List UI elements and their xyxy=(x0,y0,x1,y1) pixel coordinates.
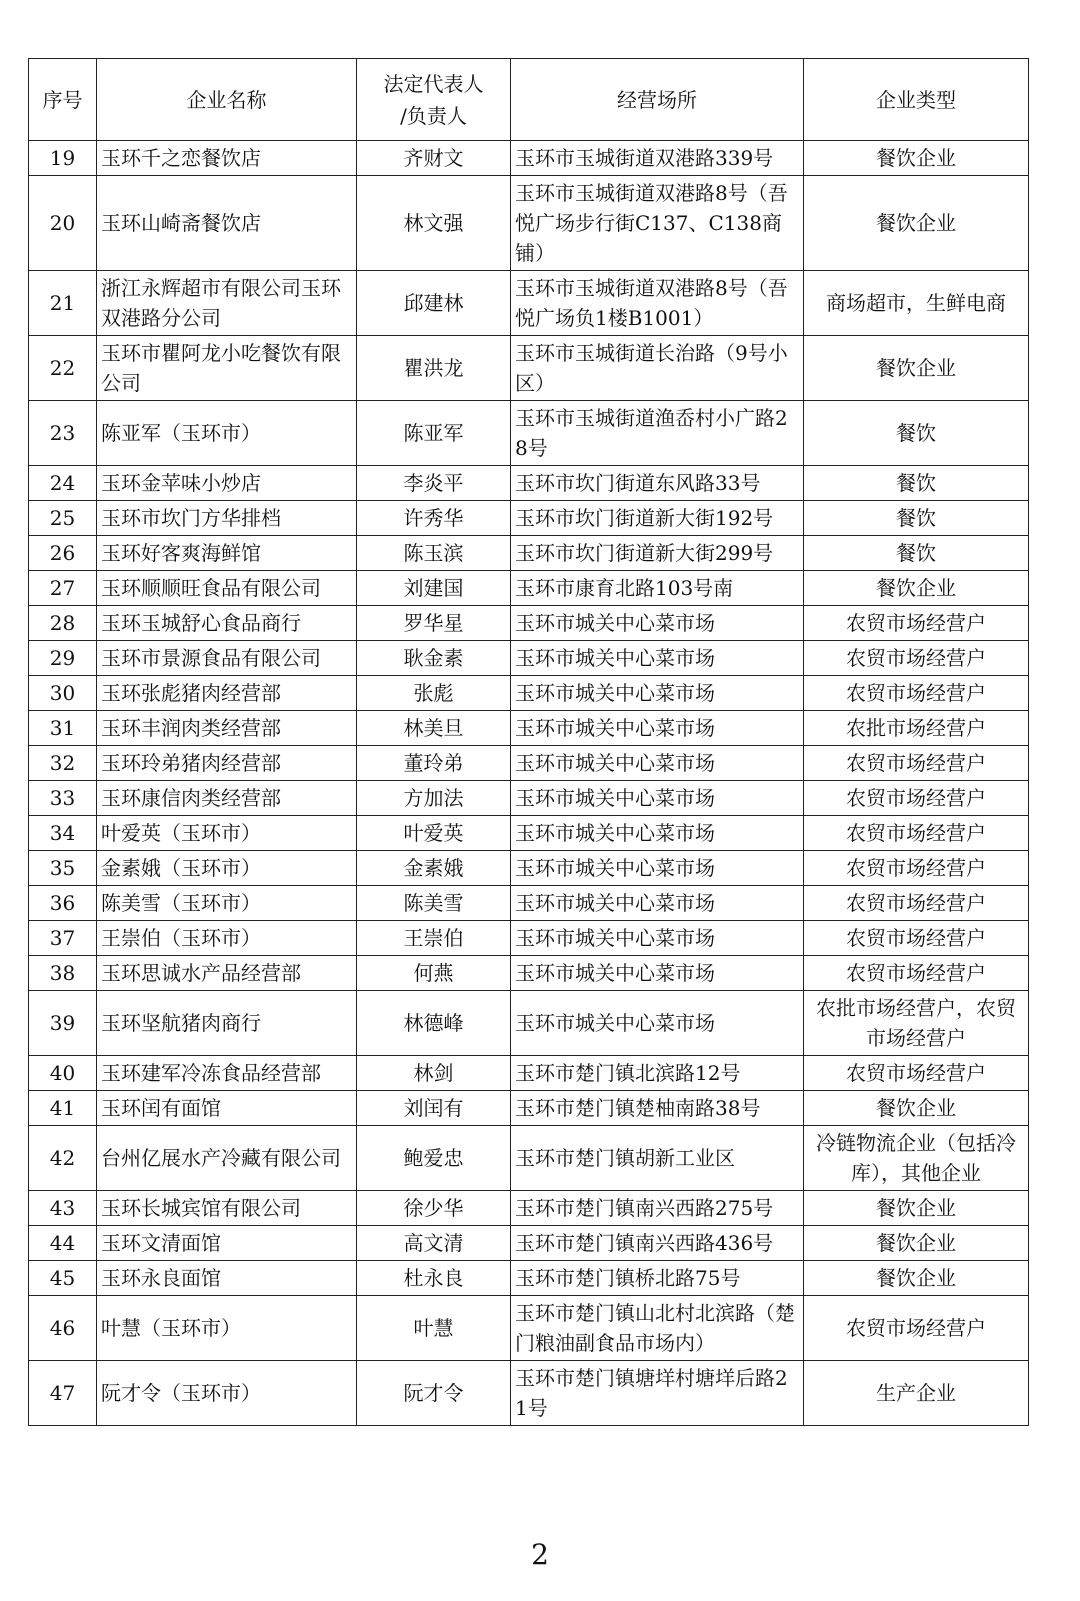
enterprise-table xyxy=(28,58,1029,1426)
row-index: 26 xyxy=(29,536,97,571)
row-index: 21 xyxy=(29,271,97,336)
company-name: 玉环好客爽海鲜馆 xyxy=(97,536,357,571)
company-name: 玉环金苹味小炒店 xyxy=(97,466,357,501)
table-row xyxy=(29,536,1029,571)
enterprise-type: 农贸市场经营户 xyxy=(804,921,1029,956)
enterprise-type: 农批市场经营户，农贸市场经营户 xyxy=(804,991,1029,1056)
legal-representative: 王崇伯 xyxy=(357,921,511,956)
legal-representative: 鲍爱忠 xyxy=(357,1126,511,1191)
enterprise-type: 农贸市场经营户 xyxy=(804,886,1029,921)
business-address: 玉环市楚门镇南兴西路436号 xyxy=(511,1226,804,1261)
table-row xyxy=(29,271,1029,336)
header-index: 序号 xyxy=(29,59,97,141)
enterprise-type: 餐饮企业 xyxy=(804,336,1029,401)
business-address: 玉环市城关中心菜市场 xyxy=(511,641,804,676)
table-row xyxy=(29,176,1029,271)
table-header xyxy=(29,59,1029,141)
row-index: 32 xyxy=(29,746,97,781)
company-name: 陈美雪（玉环市） xyxy=(97,886,357,921)
business-address: 玉环市楚门镇塘垟村塘垟后路21号 xyxy=(511,1361,804,1426)
table-row xyxy=(29,1361,1029,1426)
company-name: 浙江永辉超市有限公司玉环双港路分公司 xyxy=(97,271,357,336)
legal-representative: 刘建国 xyxy=(357,571,511,606)
legal-representative: 陈美雪 xyxy=(357,886,511,921)
row-index: 46 xyxy=(29,1296,97,1361)
table-row xyxy=(29,1091,1029,1126)
enterprise-type: 餐饮 xyxy=(804,501,1029,536)
enterprise-type: 农批市场经营户 xyxy=(804,711,1029,746)
business-address: 玉环市城关中心菜市场 xyxy=(511,991,804,1056)
table-row xyxy=(29,401,1029,466)
legal-representative: 刘闰有 xyxy=(357,1091,511,1126)
table-row xyxy=(29,1191,1029,1226)
company-name: 叶慧（玉环市） xyxy=(97,1296,357,1361)
company-name: 玉环建军冷冻食品经营部 xyxy=(97,1056,357,1091)
table-row xyxy=(29,501,1029,536)
page-number: 2 xyxy=(531,1538,549,1571)
company-name: 玉环文清面馆 xyxy=(97,1226,357,1261)
enterprise-type: 生产企业 xyxy=(804,1361,1029,1426)
enterprise-type: 餐饮 xyxy=(804,536,1029,571)
table-row xyxy=(29,676,1029,711)
business-address: 玉环市城关中心菜市场 xyxy=(511,921,804,956)
business-address: 玉环市坎门街道新大街192号 xyxy=(511,501,804,536)
legal-representative: 邱建林 xyxy=(357,271,511,336)
table-row xyxy=(29,1126,1029,1191)
legal-representative: 杜永良 xyxy=(357,1261,511,1296)
row-index: 37 xyxy=(29,921,97,956)
enterprise-type: 餐饮企业 xyxy=(804,1191,1029,1226)
legal-representative: 何燕 xyxy=(357,956,511,991)
row-index: 45 xyxy=(29,1261,97,1296)
row-index: 19 xyxy=(29,141,97,176)
enterprise-type: 农贸市场经营户 xyxy=(804,1056,1029,1091)
row-index: 43 xyxy=(29,1191,97,1226)
business-address: 玉环市城关中心菜市场 xyxy=(511,816,804,851)
legal-representative: 董玲弟 xyxy=(357,746,511,781)
table-row xyxy=(29,711,1029,746)
table-row xyxy=(29,886,1029,921)
company-name: 玉环坚航猪肉商行 xyxy=(97,991,357,1056)
company-name: 王崇伯（玉环市） xyxy=(97,921,357,956)
enterprise-type: 农贸市场经营户 xyxy=(804,781,1029,816)
enterprise-type: 农贸市场经营户 xyxy=(804,956,1029,991)
company-name: 玉环市景源食品有限公司 xyxy=(97,641,357,676)
legal-representative: 金素娥 xyxy=(357,851,511,886)
legal-representative: 徐少华 xyxy=(357,1191,511,1226)
table-row xyxy=(29,336,1029,401)
row-index: 27 xyxy=(29,571,97,606)
business-address: 玉环市城关中心菜市场 xyxy=(511,711,804,746)
company-name: 陈亚军（玉环市） xyxy=(97,401,357,466)
legal-representative: 叶慧 xyxy=(357,1296,511,1361)
company-name: 玉环玲弟猪肉经营部 xyxy=(97,746,357,781)
table-row xyxy=(29,1296,1029,1361)
business-address: 玉环市楚门镇胡新工业区 xyxy=(511,1126,804,1191)
row-index: 40 xyxy=(29,1056,97,1091)
business-address: 玉环市城关中心菜市场 xyxy=(511,606,804,641)
row-index: 25 xyxy=(29,501,97,536)
table-row xyxy=(29,1056,1029,1091)
row-index: 20 xyxy=(29,176,97,271)
legal-representative: 叶爱英 xyxy=(357,816,511,851)
business-address: 玉环市玉城街道双港路339号 xyxy=(511,141,804,176)
row-index: 28 xyxy=(29,606,97,641)
enterprise-type: 农贸市场经营户 xyxy=(804,641,1029,676)
business-address: 玉环市城关中心菜市场 xyxy=(511,886,804,921)
company-name: 玉环张彪猪肉经营部 xyxy=(97,676,357,711)
company-name: 玉环丰润肉类经营部 xyxy=(97,711,357,746)
row-index: 31 xyxy=(29,711,97,746)
header-business-address: 经营场所 xyxy=(511,59,804,141)
legal-representative: 瞿洪龙 xyxy=(357,336,511,401)
row-index: 29 xyxy=(29,641,97,676)
enterprise-type: 商场超市，生鲜电商 xyxy=(804,271,1029,336)
table-row xyxy=(29,991,1029,1056)
enterprise-type: 农贸市场经营户 xyxy=(804,816,1029,851)
business-address: 玉环市楚门镇桥北路75号 xyxy=(511,1261,804,1296)
table-row xyxy=(29,1261,1029,1296)
business-address: 玉环市城关中心菜市场 xyxy=(511,676,804,711)
business-address: 玉环市玉城街道双港路8号（吾悦广场负1楼B1001） xyxy=(511,271,804,336)
table-row xyxy=(29,641,1029,676)
row-index: 39 xyxy=(29,991,97,1056)
enterprise-type: 农贸市场经营户 xyxy=(804,676,1029,711)
business-address: 玉环市城关中心菜市场 xyxy=(511,956,804,991)
row-index: 42 xyxy=(29,1126,97,1191)
enterprise-type: 餐饮 xyxy=(804,466,1029,501)
legal-representative: 阮才令 xyxy=(357,1361,511,1426)
legal-representative: 张彪 xyxy=(357,676,511,711)
enterprise-type: 农贸市场经营户 xyxy=(804,1296,1029,1361)
table-row xyxy=(29,921,1029,956)
business-address: 玉环市玉城街道长治路（9号小区） xyxy=(511,336,804,401)
table-row xyxy=(29,851,1029,886)
enterprise-type: 餐饮企业 xyxy=(804,1226,1029,1261)
enterprise-type: 餐饮企业 xyxy=(804,141,1029,176)
legal-representative: 林德峰 xyxy=(357,991,511,1056)
company-name: 阮才令（玉环市） xyxy=(97,1361,357,1426)
legal-representative: 林美旦 xyxy=(357,711,511,746)
business-address: 玉环市坎门街道东风路33号 xyxy=(511,466,804,501)
business-address: 玉环市楚门镇南兴西路275号 xyxy=(511,1191,804,1226)
row-index: 44 xyxy=(29,1226,97,1261)
company-name: 玉环康信肉类经营部 xyxy=(97,781,357,816)
legal-representative: 耿金素 xyxy=(357,641,511,676)
table-row xyxy=(29,571,1029,606)
business-address: 玉环市城关中心菜市场 xyxy=(511,851,804,886)
company-name: 玉环永良面馆 xyxy=(97,1261,357,1296)
row-index: 47 xyxy=(29,1361,97,1426)
company-name: 台州亿展水产冷藏有限公司 xyxy=(97,1126,357,1191)
header-legal-representative: 法定代表人 /负责人 xyxy=(357,59,511,141)
business-address: 玉环市玉城街道渔岙村小广路28号 xyxy=(511,401,804,466)
company-name: 玉环顺顺旺食品有限公司 xyxy=(97,571,357,606)
table-row xyxy=(29,816,1029,851)
table-row xyxy=(29,746,1029,781)
row-index: 38 xyxy=(29,956,97,991)
table-body xyxy=(29,141,1029,1426)
company-name: 叶爱英（玉环市） xyxy=(97,816,357,851)
business-address: 玉环市玉城街道双港路8号（吾悦广场步行街C137、C138商铺） xyxy=(511,176,804,271)
enterprise-type: 餐饮企业 xyxy=(804,176,1029,271)
legal-representative: 罗华星 xyxy=(357,606,511,641)
row-index: 35 xyxy=(29,851,97,886)
enterprise-type: 餐饮企业 xyxy=(804,571,1029,606)
legal-representative: 李炎平 xyxy=(357,466,511,501)
business-address: 玉环市楚门镇北滨路12号 xyxy=(511,1056,804,1091)
legal-representative: 许秀华 xyxy=(357,501,511,536)
row-index: 22 xyxy=(29,336,97,401)
business-address: 玉环市坎门街道新大街299号 xyxy=(511,536,804,571)
company-name: 玉环思诚水产品经营部 xyxy=(97,956,357,991)
table-row xyxy=(29,956,1029,991)
legal-representative: 高文清 xyxy=(357,1226,511,1261)
company-name: 玉环市坎门方华排档 xyxy=(97,501,357,536)
row-index: 41 xyxy=(29,1091,97,1126)
legal-representative: 陈玉滨 xyxy=(357,536,511,571)
row-index: 24 xyxy=(29,466,97,501)
enterprise-type: 餐饮企业 xyxy=(804,1261,1029,1296)
row-index: 33 xyxy=(29,781,97,816)
legal-representative: 陈亚军 xyxy=(357,401,511,466)
legal-representative: 齐财文 xyxy=(357,141,511,176)
enterprise-type: 餐饮 xyxy=(804,401,1029,466)
business-address: 玉环市楚门镇楚柚南路38号 xyxy=(511,1091,804,1126)
header-row xyxy=(29,59,1029,141)
table-row xyxy=(29,466,1029,501)
header-company-name: 企业名称 xyxy=(97,59,357,141)
table-row xyxy=(29,781,1029,816)
enterprise-type: 餐饮企业 xyxy=(804,1091,1029,1126)
company-name: 玉环闰有面馆 xyxy=(97,1091,357,1126)
enterprise-type: 农贸市场经营户 xyxy=(804,606,1029,641)
row-index: 30 xyxy=(29,676,97,711)
enterprise-type: 冷链物流企业（包括冷库），其他企业 xyxy=(804,1126,1029,1191)
row-index: 23 xyxy=(29,401,97,466)
company-name: 玉环长城宾馆有限公司 xyxy=(97,1191,357,1226)
enterprise-type: 农贸市场经营户 xyxy=(804,746,1029,781)
header-enterprise-type: 企业类型 xyxy=(804,59,1029,141)
table-row xyxy=(29,1226,1029,1261)
legal-representative: 方加法 xyxy=(357,781,511,816)
business-address: 玉环市城关中心菜市场 xyxy=(511,746,804,781)
company-name: 玉环千之恋餐饮店 xyxy=(97,141,357,176)
legal-representative: 林剑 xyxy=(357,1056,511,1091)
row-index: 36 xyxy=(29,886,97,921)
company-name: 金素娥（玉环市） xyxy=(97,851,357,886)
business-address: 玉环市楚门镇山北村北滨路（楚门粮油副食品市场内） xyxy=(511,1296,804,1361)
company-name: 玉环玉城舒心食品商行 xyxy=(97,606,357,641)
row-index: 34 xyxy=(29,816,97,851)
company-name: 玉环山崎斋餐饮店 xyxy=(97,176,357,271)
company-name: 玉环市瞿阿龙小吃餐饮有限公司 xyxy=(97,336,357,401)
business-address: 玉环市城关中心菜市场 xyxy=(511,781,804,816)
business-address: 玉环市康育北路103号南 xyxy=(511,571,804,606)
table-row xyxy=(29,141,1029,176)
enterprise-type: 农贸市场经营户 xyxy=(804,851,1029,886)
table-row xyxy=(29,606,1029,641)
legal-representative: 林文强 xyxy=(357,176,511,271)
